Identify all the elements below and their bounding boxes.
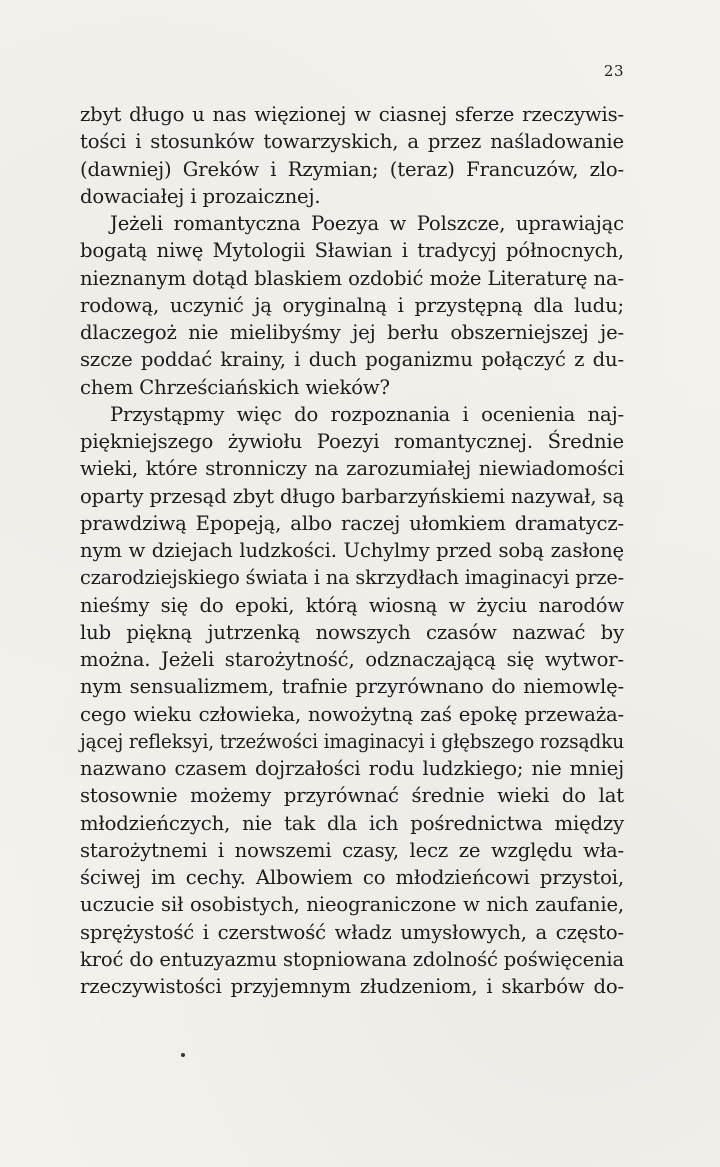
text-line: Przystąpmy więc do rozpoznania i ocenienia naj- xyxy=(110,402,624,426)
text-line: nazwano czasem dojrzałości rodu ludzkiego; nie mniej xyxy=(80,757,624,780)
text-line: szcze poddać krainy, i duch poganizmu połączyć z du- xyxy=(80,348,624,372)
ink-speck xyxy=(181,1053,185,1057)
text-line: bogatą niwę Mytologii Sławian i tradycyj północnych, xyxy=(80,239,624,263)
text-line: sprężystość i czerstwość władz umysłowych, a często- xyxy=(80,920,624,944)
text-line: starożytnemi i nowszemi czasy, lecz ze względu wła- xyxy=(80,838,624,862)
text-line: chem Chrześciańskich wieków? xyxy=(80,375,390,399)
text-line: nym w dziejach ludzkości. Uchylmy przed sobą zasłonę xyxy=(80,539,624,562)
text-line: oparty przesąd zbyt długo barbarzyńskiemi nazywał, są xyxy=(80,484,624,508)
text-line: stosownie możemy przyrównać średnie wieki do lat xyxy=(80,784,624,808)
text-line: czarodziejskiego świata i na skrzydłach imaginacyi prze- xyxy=(80,566,625,590)
text-line: można. Jeżeli starożytność, odznaczającą się wytwor- xyxy=(80,648,624,671)
text-line: lub piękną jutrzenką nowszych czasów nazwać by xyxy=(80,620,624,644)
text-line: nieznanym dotąd blaskiem ozdobić może Literaturę na- xyxy=(80,266,624,290)
text-line: (dawniej) Greków i Rzymian; (teraz) Francuzów, zlo- xyxy=(80,157,624,181)
text-line: zbyt długo u nas więzionej w ciasnej sferze rzeczywis- xyxy=(80,103,624,126)
text-line: tości i stosunków towarzyskich, a przez naśladowanie xyxy=(80,130,624,154)
text-line: ściwej im cechy. Albowiem co młodzieńcowi przystoi, xyxy=(80,866,624,889)
text-line: dlaczegoż nie mielibyśmy jej berłu obszerniejszej je- xyxy=(80,321,624,344)
text-line: cego wieku człowieka, nowożytną zaś epokę przeważa- xyxy=(80,702,624,726)
text-line: wieki, które stronniczy na zarozumiałej niewiadomości xyxy=(80,457,624,481)
text-line: kroć do entuzyazmu stopniowana zdolność poświęcenia xyxy=(80,947,625,971)
body-text xyxy=(80,101,624,1000)
text-line: piękniejszego żywiołu Poezyi romantycznej. Średnie xyxy=(80,430,624,453)
text-line: rodową, uczynić ją oryginalną i przystępną dla ludu; xyxy=(80,293,624,317)
text-line: młodzieńczych, nie tak dla ich pośrednictwa między xyxy=(80,811,624,835)
text-line: jącej refleksyi, trzeźwości imaginacyi i głębszego rozsądku xyxy=(80,729,624,753)
text-line: dowaciałej i prozaicznej. xyxy=(80,184,321,208)
text-line: nym sensualizmem, trafnie przyrównano do niemowlę- xyxy=(80,675,624,699)
text-line: prawdziwą Epopeją, albo raczej ułomkiem dramatycz- xyxy=(80,511,624,535)
page-number: 23 xyxy=(603,62,624,80)
text-line: uczucie sił osobistych, nieograniczone w nich zaufanie, xyxy=(80,893,624,917)
text-line: rzeczywistości przyjemnym złudzeniom, i skarbów do- xyxy=(80,975,624,998)
text-line: Jeżeli romantyczna Poezya w Polszcze, uprawiając xyxy=(110,212,624,235)
text-line: nieśmy się do epoki, którą wiosną w życiu narodów xyxy=(80,593,624,617)
